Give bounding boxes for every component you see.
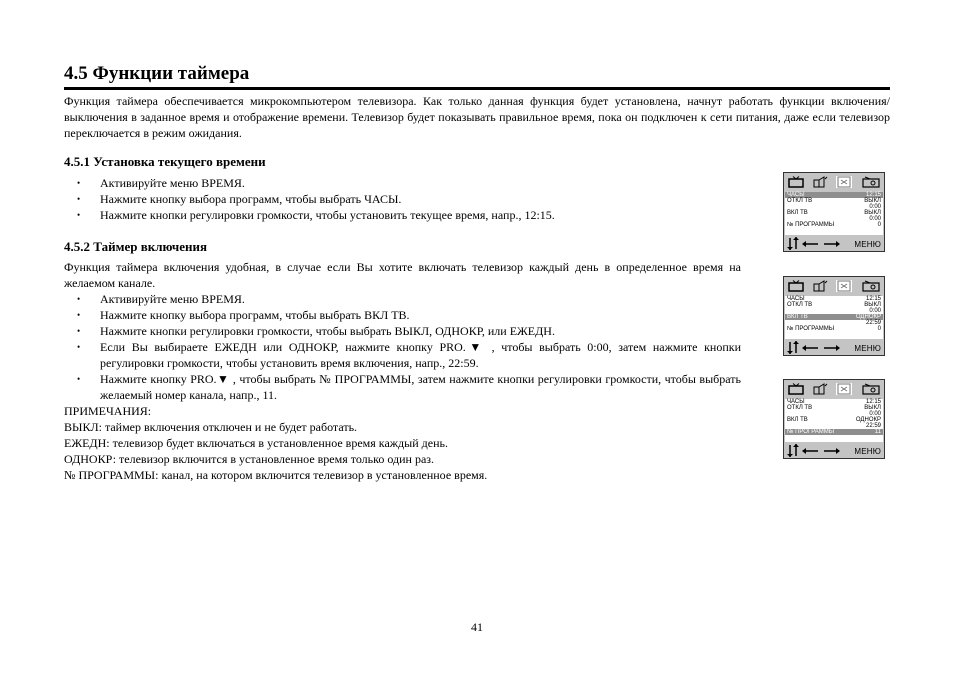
- on-timer-steps-list: [64, 291, 741, 403]
- menu-row-on-time: 22:59: [865, 320, 881, 326]
- osd-nav-bar: [784, 339, 884, 356]
- list-item: • Нажмите кнопки регулировки громкости, чтобы выбрать ВЫКЛ, ОДНОКР, или ЕЖЕДН.: [64, 323, 741, 339]
- menu-row-program: № ПРОГРАММЫ 0: [787, 326, 881, 332]
- section-heading-on-timer: 4.5.2 Таймер включения: [64, 239, 208, 254]
- intro-paragraph: Функция таймера обеспечивается микрокомпьютером телевизора. Как только данная функция будет установлена, начнут работать функции включения/выключения в заданное время и отображение времени. Телевизор будет показывать правильное время, пока он подключен к сети питания, даже если телевизор переключается в режим ожидания.: [64, 94, 890, 140]
- menu-label: МЕНЮ: [854, 447, 881, 456]
- sound-tab-icon: [812, 176, 828, 188]
- page-title: 4.5 Функции таймера: [64, 63, 250, 84]
- osd-time-menu-3: [783, 379, 885, 459]
- list-item: • Нажмите кнопку выбора программ, чтобы выбрать ВКЛ ТВ.: [64, 307, 741, 323]
- notes-heading: ПРИМЕЧАНИЯ:: [64, 404, 152, 418]
- osd-menu-list: [785, 192, 883, 235]
- setup-tab-icon: [862, 280, 880, 292]
- section-on-timer-body: [64, 259, 741, 483]
- osd-menu-list: [785, 399, 883, 442]
- note-item: ЕЖЕДН: телевизор будет включаться в установленное время каждый день.: [64, 436, 448, 450]
- menu-row-on-time: 22:59: [865, 423, 881, 429]
- list-item: • Если Вы выбираете ЕЖЕДН или ОДНОКР, нажмите кнопку PRO.▼ , чтобы выбрать 0:00, затем нажмите кнопки регулировки громкости, чтобы установить время включения, напр., 22:59.: [64, 339, 741, 371]
- menu-row-on-timer: ВКЛ ТВ ОДНОКР: [787, 417, 881, 423]
- clock-steps-list: [64, 175, 741, 223]
- list-item: • Нажмите кнопку выбора программ, чтобы выбрать ЧАСЫ.: [64, 191, 741, 207]
- on-timer-intro: Функция таймера включения удобная, в случае если Вы хотите включать телевизор каждый день в определенное время на желаемом канале.: [64, 260, 741, 290]
- menu-row-on-time: 0:00: [869, 216, 881, 222]
- osd-tab-bar: [784, 173, 884, 191]
- menu-row-off-timer: ОТКЛ ТВ ВЫКЛ: [787, 198, 881, 204]
- menu-row-program: № ПРОГРАММЫ 0: [787, 222, 881, 228]
- menu-row-off-timer: ОТКЛ ТВ ВЫКЛ: [787, 302, 881, 308]
- osd-nav-bar: [784, 442, 884, 459]
- osd-nav-bar: [784, 235, 884, 252]
- osd-tab-bar: [784, 277, 884, 295]
- menu-row-off-time: 0:00: [869, 411, 881, 417]
- page-number: 41: [471, 620, 483, 634]
- title-rule: [64, 87, 890, 90]
- menu-row-clock: ЧАСЫ 12:15: [787, 296, 881, 302]
- navigation-arrows-icon: [786, 236, 842, 251]
- list-item: • Нажмите кнопку PRO.▼ , чтобы выбрать № ПРОГРАММЫ, затем нажмите кнопки регулировки громкости, чтобы выбрать желаемый номер канала, напр., 11.: [64, 371, 741, 403]
- osd-time-menu-1: [783, 172, 885, 252]
- notes-block: [64, 403, 741, 483]
- list-item: • Нажмите кнопки регулировки громкости, чтобы установить текущее время, напр., 12:15.: [64, 207, 741, 223]
- menu-row-on-timer: ВКЛ ТВ ОДНОКР: [787, 314, 881, 320]
- setup-tab-icon: [862, 176, 880, 188]
- section-heading-clock: 4.5.1 Установка текущего времени: [64, 154, 266, 169]
- menu-row-program: № ПРОГРАММЫ 11: [787, 429, 881, 435]
- time-tab-icon: [836, 280, 852, 292]
- sound-tab-icon: [812, 280, 828, 292]
- picture-tab-icon: [788, 383, 804, 395]
- menu-row-off-time: 0:00: [869, 308, 881, 314]
- navigation-arrows-icon: [786, 340, 842, 355]
- note-item: № ПРОГРАММЫ: канал, на котором включится телевизор в установленное время.: [64, 468, 488, 482]
- time-tab-icon: [836, 383, 852, 395]
- picture-tab-icon: [788, 280, 804, 292]
- menu-label: МЕНЮ: [854, 344, 881, 353]
- menu-row-clock: ЧАСЫ 12:15: [787, 192, 881, 198]
- menu-row-clock: ЧАСЫ 12:15: [787, 399, 881, 405]
- osd-tab-bar: [784, 380, 884, 398]
- osd-time-menu-2: [783, 276, 885, 356]
- menu-row-off-timer: ОТКЛ ТВ ВЫКЛ: [787, 405, 881, 411]
- list-item: • Активируйте меню ВРЕМЯ.: [64, 291, 741, 307]
- osd-menu-list: [785, 296, 883, 339]
- navigation-arrows-icon: [786, 443, 842, 458]
- section-clock-body: [64, 175, 741, 223]
- menu-label: МЕНЮ: [854, 240, 881, 249]
- sound-tab-icon: [812, 383, 828, 395]
- setup-tab-icon: [862, 383, 880, 395]
- note-item: ВЫКЛ: таймер включения отключен и не будет работать.: [64, 420, 358, 434]
- menu-row-on-timer: ВКЛ ТВ ВЫКЛ: [787, 210, 881, 216]
- list-item: • Активируйте меню ВРЕМЯ.: [64, 175, 741, 191]
- time-tab-icon: [836, 176, 852, 188]
- picture-tab-icon: [788, 176, 804, 188]
- menu-row-off-time: 0:00: [869, 204, 881, 210]
- note-item: ОДНОКР: телевизор включится в установленное время только один раз.: [64, 452, 435, 466]
